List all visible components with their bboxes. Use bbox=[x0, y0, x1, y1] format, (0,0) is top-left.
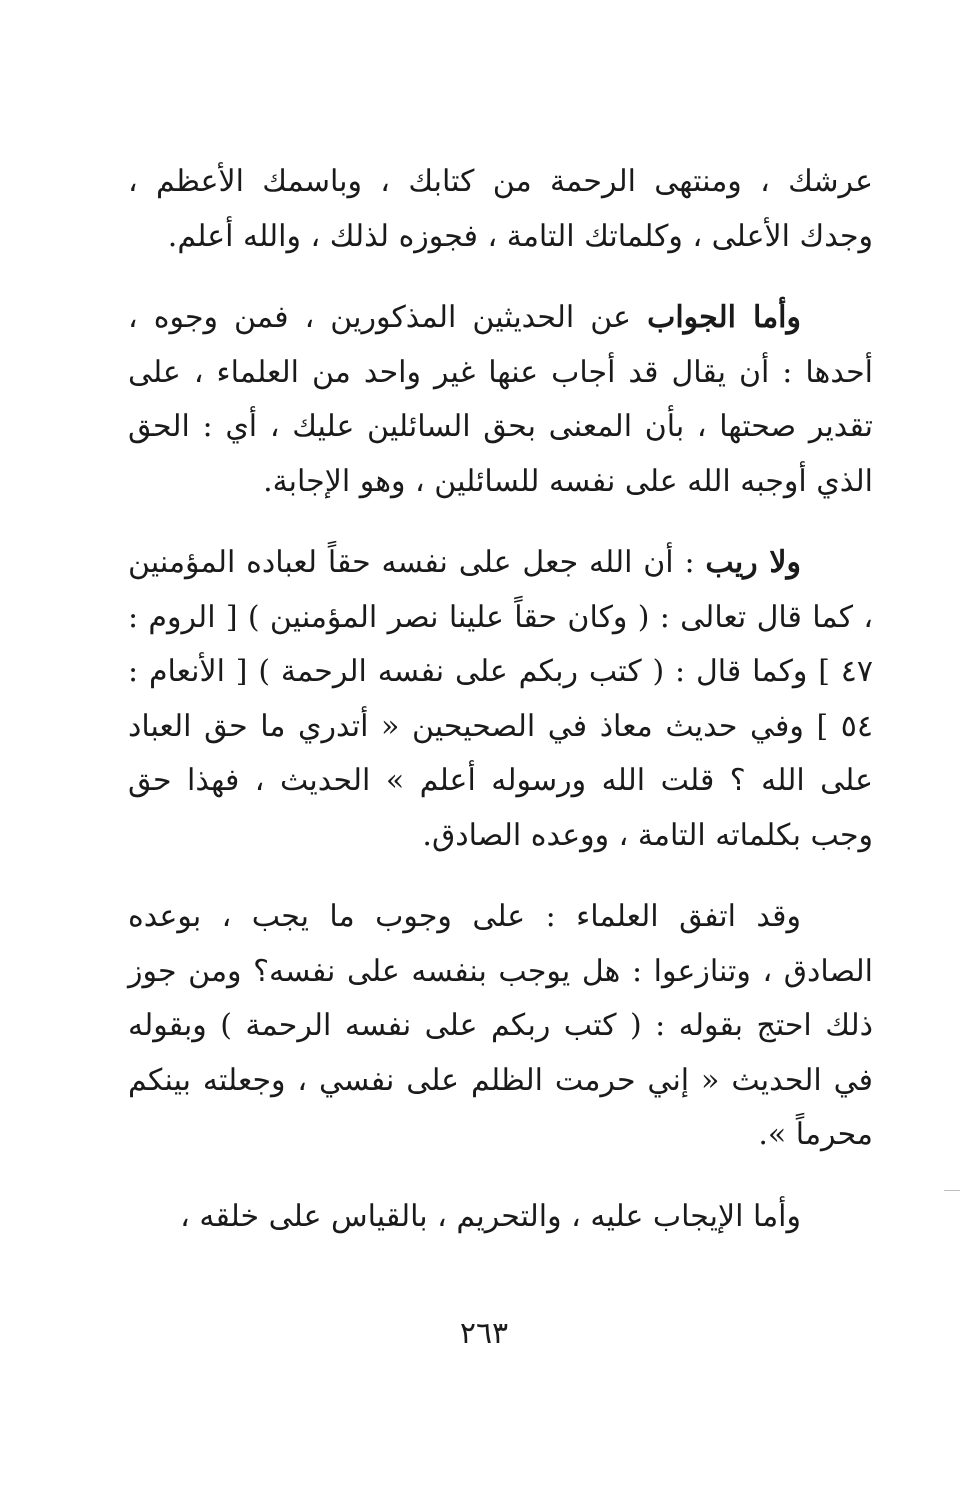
body-text bbox=[128, 155, 873, 1271]
paragraph-5 bbox=[128, 1190, 873, 1245]
paragraph-3-lead: ولا ريب bbox=[705, 545, 801, 580]
page-number: ٢٦٣ bbox=[459, 1316, 509, 1351]
paragraph-3 bbox=[128, 536, 873, 863]
paragraph-4-text: وقد اتفق العلماء : على وجوب ما يجب ، بوعده الصادق ، وتنازعوا : هل يوجب بنفسه على نفسه؟ ومن جوز ذلك احتج بقوله : ( كتب ربكم على نفسه الرحمة ) وبقوله في الحديث « إني حرمت الظلم على نفسي ، وجعلته بينكم محرماً ». bbox=[128, 899, 873, 1152]
paragraph-5-text: وأما الإيجاب عليه ، والتحريم ، بالقياس على خلقه ، bbox=[180, 1198, 801, 1234]
paragraph-2-lead: وأما الجواب bbox=[647, 300, 801, 335]
paragraph-2-text: عن الحديثين المذكورين ، فمن وجوه ، أحدها : أن يقال قد أجاب عنها غير واحد من العلماء ، على تقدير صحتها ، بأن المعنى بحق السائلين عليك ، أي : الحق الذي أوجبه الله على نفسه للسائلين ، وهو الإجابة. bbox=[128, 300, 873, 499]
paragraph-1-text: عرشك ، ومنتهى الرحمة من كتابك ، وباسمك الأعظم ، وجدك الأعلى ، وكلماتك التامة ، فجوزه لذلك ، والله أعلم. bbox=[128, 164, 873, 254]
paragraph-4 bbox=[128, 890, 873, 1163]
paragraph-1 bbox=[128, 155, 873, 264]
paragraph-2 bbox=[128, 291, 873, 509]
scan-edge-mark bbox=[944, 1190, 960, 1191]
paragraph-3-text: : أن الله جعل على نفسه حقاً لعباده المؤمنين ، كما قال تعالى : ( وكان حقاً علينا نصر المؤمنين ) [ الروم : ٤٧ ] وكما قال : ( كتب ربكم على نفسه الرحمة ) [ الأنعام : ٥٤ ] وفي حديث معاذ في الصحيحين « أتدري ما حق العباد على الله ؟ قلت الله ورسوله أعلم » الحديث ، فهذا حق وجب بكلماته التامة ، ووعده الصادق. bbox=[128, 545, 873, 853]
